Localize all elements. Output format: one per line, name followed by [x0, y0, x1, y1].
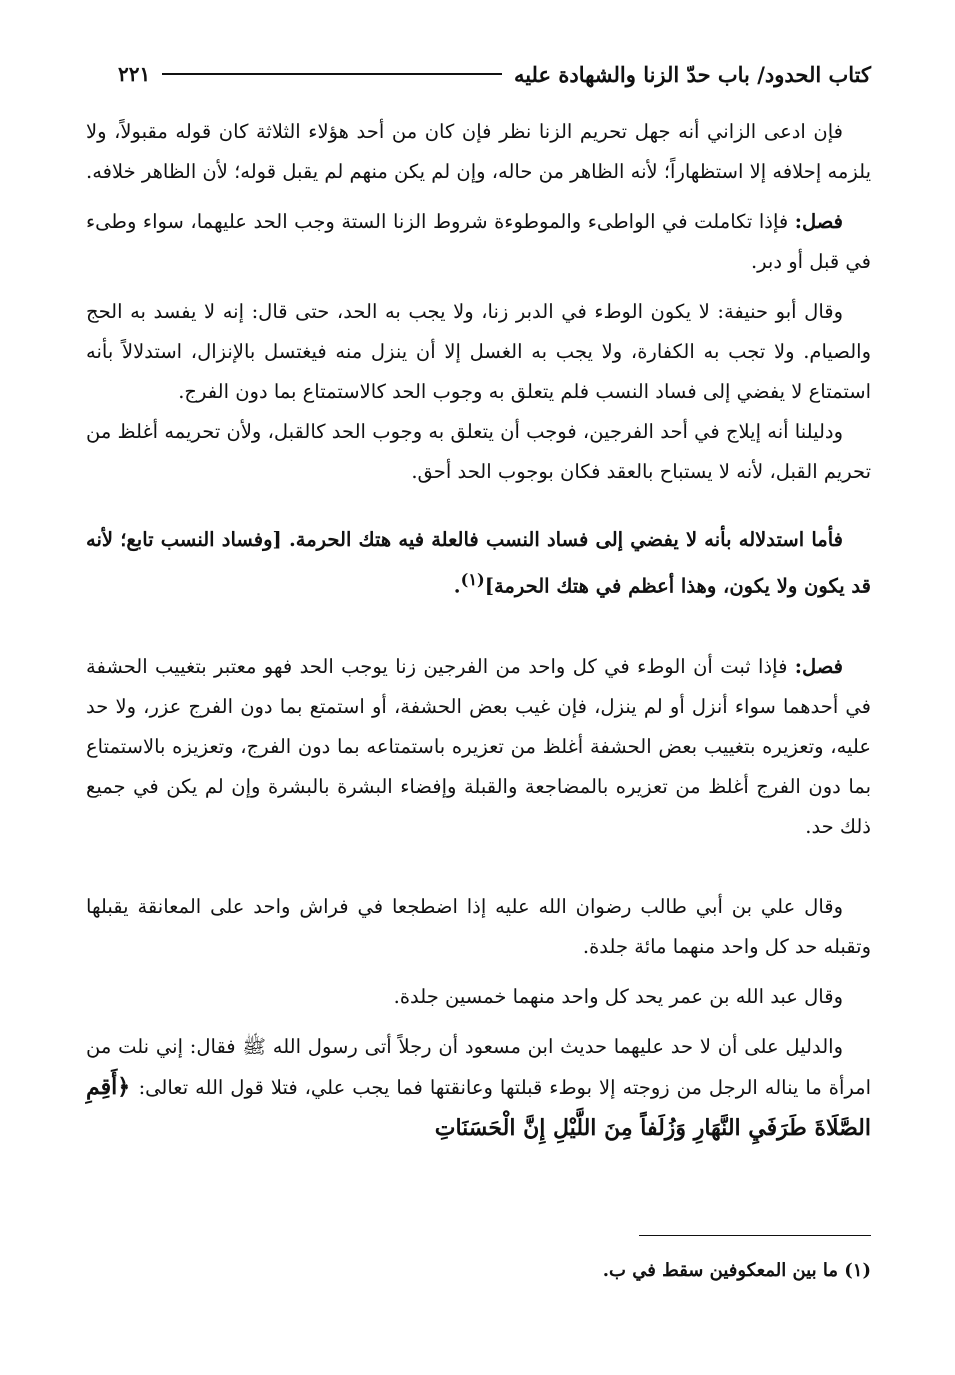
section-label: فصل:: [794, 654, 843, 678]
paragraph: وقال علي بن أبي طالب رضوان الله عليه إذا اضطجعا في فراش واحد على المعانقة يقبلها وتقبله حد كل واحد منهما مائة جلدة.: [86, 894, 871, 958]
paragraph-section: فصل: فإذا تكاملت في الواطىء والموطوءة شروط الزنا الستة وجب الحد عليهما، سواء وطىء في قبل أو دبر.: [86, 210, 871, 273]
paragraph: فإن ادعى الزاني أنه جهل تحريم الزنا نظر فإن كان من أحد هؤلاء الثلاثة كان قوله مقبولاً، ولا يلزمه إحلافه إلا استظهاراً؛ لأنه الظاهر من حاله، وإن لم يكن منهم لم يقبل قوله؛ لأن الظاهر خلافه.: [86, 120, 871, 183]
footnote-marker: (١): [460, 570, 485, 589]
footnote: (١) ما بين المعكوفين سقط في ب.: [602, 1260, 871, 1281]
footnote-divider: [639, 1235, 871, 1236]
section-label: فصل:: [794, 210, 843, 233]
paragraph: ودليلنا أنه إيلاج في أحد الفرجين، فوجب أن يتعلق به وجوب الحد كالقبل، ولأن تحريمه أغلظ من تحريم القبل، لأنه لا يستباح بالعقد فكان بوجوب الحد أحق.: [86, 420, 871, 483]
page-number: ٢٢١: [118, 62, 151, 86]
paragraph: وقال أبو حنيفة: لا يكون الوطء في الدبر زنا، ولا يجب به الحد، حتى قال: إنه لا يفسد به الحج والصيام. ولا تجب به الكفارة، ولا يجب به الغسل إلا أن ينزل منه فيغتسل بالإنزال، استدلالاً بأنه استمتاع لا يفضي إلى فساد النسب فلم يتعلق به وجوب الحد كالاستمتاع بما دون الفرج.: [86, 300, 871, 403]
paragraph: وقال عبد الله بن عمر يحد كل واحد منهما خمسين جلدة.: [393, 984, 843, 1008]
paragraph-bold: فأما استدلاله بأنه لا يفضي إلى فساد النسب فالعلة فيه هتك الحرمة. [وفساد النسب تابع؛ لأنه قد يكون ولا يكون، وهذا أعظم في هتك الحرمة]$^{(١)}$.: [86, 528, 871, 598]
running-header: [118, 56, 871, 92]
header-rule: [162, 73, 502, 75]
quran-verse: ﴿أَقِمِ الصَّلَاةَ طَرَفَيِ النَّهَارِ وَزُلَفاً مِنَ اللَّيْلِ إِنَّ الْحَسَنَاتِ: [86, 1073, 871, 1141]
chapter-title: كتاب الحدود/ باب حدّ الزنا والشهادة عليه: [513, 61, 871, 87]
paragraph-section: فصل: فإذا ثبت أن الوطء في كل واحد من الفرجين زنا يوجب الحد فهو معتبر بتغييب الحشفة في أحدهما سواء أنزل أو لم ينزل، فإن غيب بعض الحشفة، أو استمتع بما دون الفرج عزر، ولا حد عليه، وتعزيره بتغييب بعض الحشفة أغلظ من تعزيره باستمتاعه بما دون الفرج، وتعزيزه بالاستمتاع بما دون الفرج أغلظ من تعزيره بالمضاجعة والقبلة وإفضاء البشرة بالبشرة وإن لم يكن في جميع ذلك حد.: [86, 654, 872, 838]
paragraph: والدليل على أن لا حد عليهما حديث ابن مسعود أن رجلاً أتى رسول الله ﷺ فقال: إني نلت من امرأة ما يناله الرجل من زوجته إلا بوطء قبلتها وعانقتها فما يجب علي، فتلا قول الله تعالى: ﴿أَقِمِ الصَّلَاةَ طَرَفَيِ النَّهَارِ وَزُلَفاً مِنَ اللَّيْلِ إِنَّ الْحَسَنَاتِ: [86, 1034, 871, 1141]
page-body: [86, 112, 871, 1149]
